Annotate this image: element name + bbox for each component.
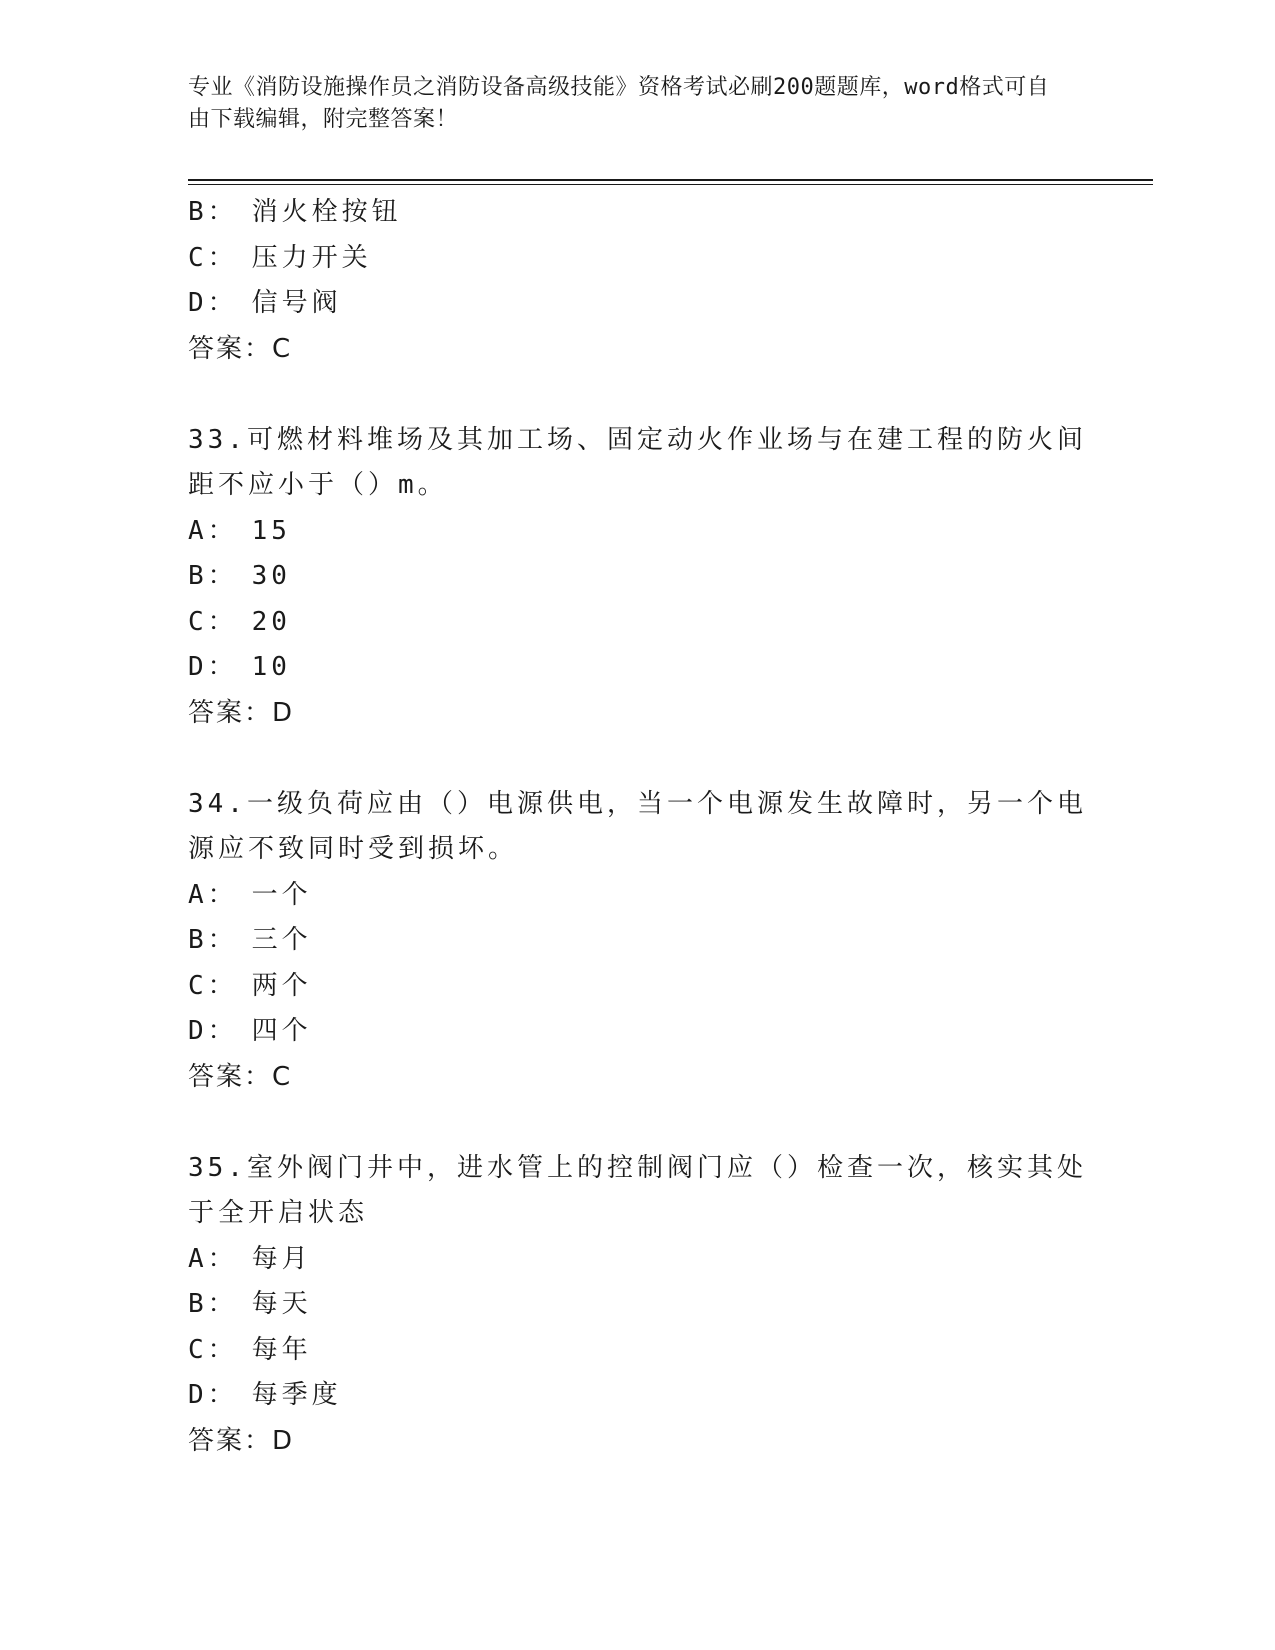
header-divider-thin — [188, 184, 1153, 185]
answer-line: 答案：C — [188, 1061, 293, 1092]
option-a: A： 一个 — [188, 879, 312, 910]
option-b: B： 消火栓按钮 — [188, 197, 402, 227]
option-d: D： 10 — [188, 652, 291, 682]
header-title: 专业《消防设施操作员之消防设备高级技能》资格考试必刷200题题库，word格式可自由下载编辑，附完整答案！ — [188, 75, 1050, 132]
document-header — [188, 72, 1068, 136]
question-34 — [188, 782, 1088, 1101]
option-c: C： 20 — [188, 606, 291, 637]
answer-line: 答案：C — [188, 333, 293, 364]
option-c: C： 压力开关 — [188, 242, 372, 273]
option-b: B： 三个 — [188, 925, 312, 955]
question-stem: 33.可燃材料堆场及其加工场、固定动火作业场与在建工程的防火间距不应小于（）m。 — [188, 424, 1087, 500]
option-d: D： 信号阀 — [188, 288, 342, 318]
answer-line: 答案：D — [188, 1425, 295, 1456]
option-b: B： 30 — [188, 561, 291, 591]
option-a: A： 每月 — [188, 1243, 312, 1274]
option-b: B： 每天 — [188, 1289, 312, 1319]
header-divider-thick — [188, 179, 1153, 181]
question-35 — [188, 1146, 1088, 1465]
answer-line: 答案：D — [188, 697, 295, 728]
question-stem: 35.室外阀门井中，进水管上的控制阀门应（）检查一次，核实其处于全开启状态 — [188, 1152, 1087, 1228]
option-d: D： 四个 — [188, 1016, 312, 1046]
question-list — [188, 190, 1088, 1464]
option-d: D： 每季度 — [188, 1380, 342, 1410]
question-32-continued — [188, 190, 1088, 372]
question-stem: 34.一级负荷应由（）电源供电，当一个电源发生故障时，另一个电源应不致同时受到损坏。 — [188, 788, 1087, 864]
option-c: C： 两个 — [188, 970, 312, 1001]
question-33 — [188, 418, 1088, 737]
option-a: A： 15 — [188, 515, 291, 546]
option-c: C： 每年 — [188, 1334, 312, 1365]
